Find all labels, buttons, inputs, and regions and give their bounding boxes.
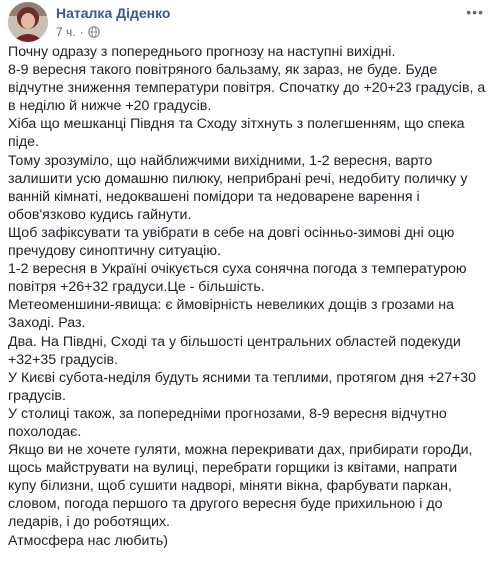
post-text: Почну одразу з попереднього прогнозу на наступні вихідні. 8-9 вересня такого повітряного бальзаму, як зараз, не буде. Буде відчутне зниження температури повітря. Спочатку до +20+23 градусів, а в неділю й нижче +20 градусів. Хіба що мешканці Півдня та Сходу зітхнуть з полегшенням, що спека піде. Тому зрозуміло, що найближчими вихідними, 1-2 вересня, варто залишити усю домашню пилюку, неприбрані речі, недобиту поличку у ванній кімнаті, недоквашені помідори та недоварене варення і обов'язково кудись гайнути. Щоб зафіксувати та увібрати в себе на довгі осінньо-зимові дні оцю пречудову синоптичну ситуацію. 1-2 вересня в Україні очікується суха сонячна погода з температурою повітря +26+32 градуси.Це - більшість. Метеоменшини-явища: є ймовірність невеликих дощів з грозами на Заході. Раз. Два. На Півдні, Сході та у більшості центральних областей подекуди +32+35 градусів. У Києві субота-неділя будуть ясними та теплими, протягом дня +27+30 градусів. У столиці також, за попередніми прогнозами, 8-9 вересня відчутно похолодає. Якщо ви не хочете гуляти, можна перекривати дах, прибирати гороДи, щось майструвати на вулиці, перебрати горщики із квітами, напрати купу білизни, щоб сушити надворі, міняти вікна, фарбувати паркан, словом, погода першого та другого вересня буде прихильною і до ледарів, і до роботящих. Атмосфера нас любить) <box>8 44 486 549</box>
post-timestamp[interactable]: 7 ч. <box>56 25 76 39</box>
globe-icon <box>88 26 100 38</box>
avatar[interactable] <box>8 2 48 42</box>
post-header <box>8 2 486 40</box>
avatar-photo <box>8 2 48 42</box>
author-name[interactable]: Наталка Діденко <box>56 5 171 21</box>
separator-dot: · <box>79 25 84 39</box>
more-dots-icon[interactable]: ••• <box>466 4 484 20</box>
post-meta <box>56 25 100 39</box>
